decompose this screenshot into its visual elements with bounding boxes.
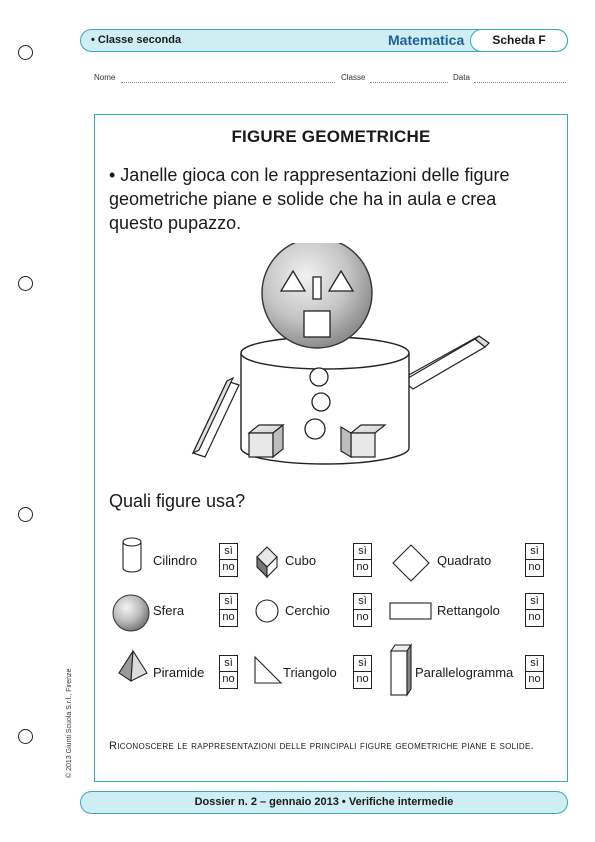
date-field-line[interactable] (474, 82, 566, 83)
button-circle (305, 419, 325, 439)
shape-label-triangolo: Triangolo (283, 665, 337, 680)
answer-no-option[interactable]: no (354, 672, 371, 688)
class-field-line[interactable] (370, 82, 448, 83)
answer-box-sfera (219, 593, 238, 627)
circle-icon (254, 598, 280, 624)
parallelepiped-icon (389, 641, 413, 697)
name-field-label: Nome (94, 73, 116, 82)
copyright-notice: © 2013 Giunti Scuola S.r.l., Firenze (66, 668, 73, 778)
answer-box-cubo (353, 543, 372, 577)
class-level: • Classe seconda (91, 34, 182, 46)
sphere-icon (111, 593, 151, 633)
cylinder-icon (121, 537, 143, 573)
shape-label-cerchio: Cerchio (285, 603, 330, 618)
class-field-label: Classe (341, 73, 366, 82)
button-circle (312, 393, 330, 411)
answer-yes-option[interactable]: sì (220, 594, 237, 610)
learning-objective: Riconoscere le rappresentazioni delle principali figure geometriche piane e solide. (109, 740, 534, 752)
answer-yes-option[interactable]: sì (354, 544, 371, 560)
worksheet-title: FIGURE GEOMETRICHE (231, 127, 431, 146)
answer-box-parallelogramma (525, 655, 544, 689)
shape-label-cubo: Cubo (285, 553, 317, 568)
answer-no-option[interactable]: no (354, 560, 371, 576)
footer-bar: Dossier n. 2 – gennaio 2013 • Verifiche intermedie (80, 791, 568, 814)
exercise-text: • Janelle gioca con le rappresentazioni delle figure geometriche piane e solide che ha in aula e crea questo pupazzo. (109, 165, 510, 233)
binder-hole (18, 276, 33, 291)
answer-box-rettangolo (525, 593, 544, 627)
binder-hole (18, 45, 33, 60)
answer-yes-option[interactable]: sì (354, 656, 371, 672)
answer-box-cilindro (219, 543, 238, 577)
answer-no-option[interactable]: no (220, 560, 237, 576)
worksheet-frame (94, 114, 568, 782)
cube-icon (255, 545, 279, 579)
name-field-line[interactable] (121, 82, 335, 83)
answer-yes-option[interactable]: sì (354, 594, 371, 610)
puppet-illustration (191, 243, 501, 473)
answer-yes-option[interactable]: sì (526, 594, 543, 610)
answer-box-piramide (219, 655, 238, 689)
left-foot-cube (249, 425, 283, 457)
shape-label-parallelogramma: Parallelogramma (415, 665, 514, 680)
answer-no-option[interactable]: no (220, 610, 237, 626)
button-circle (310, 368, 328, 386)
shape-label-rettangolo: Rettangolo (437, 603, 500, 618)
answer-no-option[interactable]: no (220, 672, 237, 688)
diamond-square-icon (391, 543, 431, 583)
shape-label-quadrato: Quadrato (437, 553, 492, 568)
date-field-label: Data (453, 73, 470, 82)
sheet-badge: Scheda F (470, 29, 568, 52)
answer-no-option[interactable]: no (526, 610, 543, 626)
binder-hole (18, 729, 33, 744)
shape-label-sfera: Sfera (153, 603, 185, 618)
triangle-icon (253, 655, 283, 685)
right-arm-prism (403, 336, 489, 389)
shape-label-cilindro: Cilindro (153, 553, 198, 568)
left-arm-prism (193, 378, 239, 457)
answer-no-option[interactable]: no (354, 610, 371, 626)
answer-box-triangolo (353, 655, 372, 689)
answer-no-option[interactable]: no (526, 560, 543, 576)
binder-hole (18, 507, 33, 522)
answer-yes-option[interactable]: sì (220, 656, 237, 672)
answer-yes-option[interactable]: sì (526, 544, 543, 560)
rectangle-icon (389, 601, 433, 621)
question-text: Quali figure usa? (109, 491, 246, 511)
answer-box-cerchio (353, 593, 372, 627)
answer-yes-option[interactable]: sì (526, 656, 543, 672)
answer-no-option[interactable]: no (526, 672, 543, 688)
answer-yes-option[interactable]: sì (220, 544, 237, 560)
pyramid-icon (117, 649, 149, 685)
answer-box-quadrato (525, 543, 544, 577)
subject-title: Matematica (388, 32, 465, 48)
shape-label-piramide: Piramide (153, 665, 205, 680)
head-sphere (262, 243, 372, 348)
header-bar (80, 29, 568, 52)
